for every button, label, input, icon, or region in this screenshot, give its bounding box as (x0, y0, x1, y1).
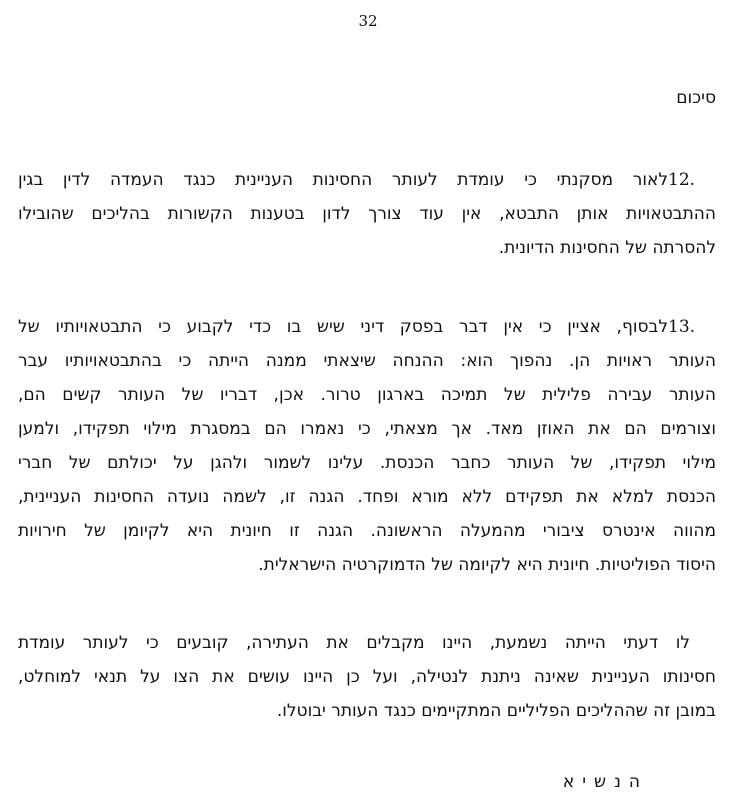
paragraph-text: לאור מסקנתי כי עומדת לעותר החסינות העניינית כנגד העמדה לדין בגין (18, 170, 668, 190)
paragraph-line: העותר עבירה פלילית של תמיכה בארגון טרור. אכן, דבריו של העותר קשים הם, (18, 385, 716, 405)
section-heading: סיכום (676, 88, 716, 108)
paragraph-line: הכנסת למלא את תפקידם ללא מורא ופחד. הגנה זו, לשמה נועדה החסינות העניינית, (18, 487, 716, 507)
paragraph-line (18, 626, 716, 660)
paragraph-line: במובן זה שההליכים הפליליים המתקיימים כנגד העותר יבוטלו. (276, 701, 716, 721)
paragraph-line: היסוד הפוליטיות. חיונית היא לקיומה של הדמוקרטיה הישראלית. (258, 555, 716, 575)
paragraph-12 (18, 163, 716, 265)
paragraph-line: להסרתה של החסינות הדיונית. (498, 238, 716, 258)
paragraph-line (18, 310, 716, 344)
paragraph-line: חסינותו העניינית שאינה ניתנת לנטילה, ועל כן היינו עושים את הצו על תנאי למוחלט, (18, 667, 716, 687)
signature-title: הנשיא (562, 772, 648, 792)
paragraph-text: לו דעתי הייתה נשמעת, היינו מקבלים את העתירה, קובעים כי לעותר עומדת (18, 633, 690, 653)
page-number: 32 (358, 12, 378, 30)
paragraph-number: 13. (668, 317, 696, 337)
paragraph-line: ההתבטאויות אותן התבטא, אין עוד צורך לדון בטענות הקשורות בהליכים שהובילו (18, 204, 716, 224)
paragraph-13 (18, 310, 716, 582)
paragraph-line: העותר ראויות הן. נהפוך הוא: ההנחה שיצאתי ממנה הייתה כי בהתבטאויותיו עבר (18, 351, 716, 371)
paragraph-line: וצורמים הם את האוזן מאד. אך מצאתי, כי נאמרו הם במסגרת מילוי תפקידו, ולמען (18, 419, 716, 439)
paragraph-line (18, 163, 716, 197)
paragraph-line: מהווה אינטרס ציבורי מהמעלה הראשונה. הגנה זו חיונית היא לקיומן של חירויות (18, 521, 716, 541)
paragraph-text: לבסוף, אציין כי אין דבר בפסק דיני שיש בו כדי לקבוע כי התבטאויותיו של (18, 317, 668, 337)
paragraph-number: 12. (668, 170, 696, 190)
paragraph-line: מילוי תפקידו, של העותר כחבר הכנסת. עלינו לשמור ולהגן על יכולתם של חברי (18, 453, 716, 473)
conclusion-paragraph (18, 626, 716, 728)
